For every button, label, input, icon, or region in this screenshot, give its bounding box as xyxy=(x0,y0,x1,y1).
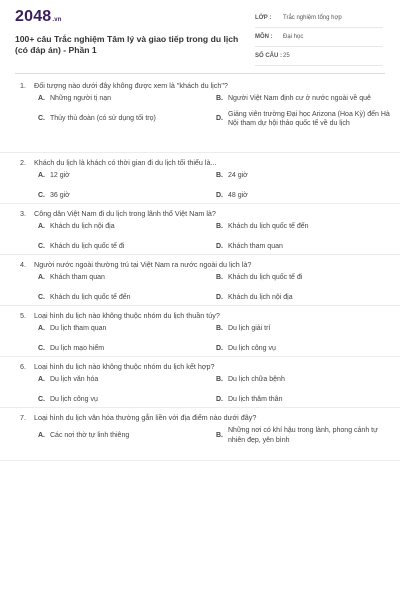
option-text: Du lịch công vụ xyxy=(228,344,276,352)
option-letter: D. xyxy=(216,191,223,199)
option-letter: C. xyxy=(38,395,45,403)
answer-option[interactable] xyxy=(216,344,390,354)
meta-label: MÔN : xyxy=(255,34,273,40)
question-number: 4. xyxy=(20,260,26,269)
option-letter: D. xyxy=(216,242,223,250)
option-letter: A. xyxy=(38,431,45,439)
answer-option[interactable] xyxy=(216,395,390,405)
answer-options xyxy=(20,372,385,408)
option-letter: C. xyxy=(38,191,45,199)
question-label: Người nước ngoài thường trú tại Việt Nam ra nước ngoài du lịch là? xyxy=(34,260,252,269)
site-logo[interactable] xyxy=(15,8,62,26)
answer-option[interactable] xyxy=(38,273,212,283)
question-text xyxy=(20,357,385,372)
answer-option[interactable] xyxy=(216,191,390,201)
question-text xyxy=(20,153,385,168)
meta-row-class xyxy=(255,14,383,28)
answer-options xyxy=(20,321,385,357)
option-text: Khách du lịch quốc tế đến xyxy=(50,293,131,301)
meta-value: 25 xyxy=(283,53,290,59)
option-text: 36 giờ xyxy=(50,191,70,199)
answer-option[interactable] xyxy=(216,242,390,252)
option-letter: A. xyxy=(38,325,45,332)
question-block xyxy=(0,76,400,153)
answer-options xyxy=(20,219,385,255)
question-text xyxy=(20,408,385,423)
answer-option[interactable] xyxy=(38,375,212,385)
answer-option[interactable] xyxy=(216,293,390,303)
option-text: Khách tham quan xyxy=(50,274,105,281)
option-text: Du lịch thăm thân xyxy=(228,395,283,403)
meta-row-count xyxy=(255,52,383,66)
question-number: 1. xyxy=(20,81,26,90)
question-label: Đối tượng nào dưới đây không được xem là "khách du lịch"? xyxy=(34,81,228,90)
question-number: 6. xyxy=(20,362,26,371)
option-letter: B. xyxy=(216,376,223,383)
logo-tld: .vn xyxy=(52,17,62,23)
page-title: 100+ câu Trắc nghiệm Tâm lý và giao tiếp trong du lịch (có đáp án) - Phần 1 xyxy=(15,34,239,55)
answer-option[interactable] xyxy=(216,110,390,129)
answer-option[interactable] xyxy=(216,222,390,232)
option-text: Giảng viên trường Đại học Arizona (Hoa Kỳ) đến Hà Nội tham dự hội thảo quốc tế về du lịch xyxy=(228,110,390,127)
option-text: Du lịch mạo hiểm xyxy=(50,344,105,352)
question-text xyxy=(20,255,385,270)
option-letter: C. xyxy=(38,115,45,123)
question-number: 7. xyxy=(20,413,26,422)
answer-options xyxy=(20,168,385,204)
answer-option[interactable] xyxy=(216,426,390,445)
option-letter: C. xyxy=(38,293,45,301)
option-letter: B. xyxy=(216,95,223,102)
quiz-meta xyxy=(255,14,383,71)
question-label: Loại hình du lịch nào không thuộc nhóm du lịch thuần túy? xyxy=(34,311,220,320)
question-block xyxy=(0,357,400,408)
answer-option[interactable] xyxy=(216,94,390,104)
question-label: Công dân Việt Nam đi du lịch trong lãnh thổ Việt Nam là? xyxy=(34,209,216,218)
option-text: Những người tị nạn xyxy=(50,95,112,102)
answer-option[interactable] xyxy=(38,242,212,252)
meta-value[interactable]: Đại học xyxy=(283,34,304,40)
option-letter: B. xyxy=(216,325,223,332)
answer-option[interactable] xyxy=(38,344,212,354)
question-block xyxy=(0,306,400,357)
option-text: Khách du lịch quốc tế đi xyxy=(50,242,125,250)
answer-option[interactable] xyxy=(216,273,390,283)
question-text xyxy=(20,306,385,321)
question-block xyxy=(0,153,400,204)
question-text xyxy=(20,76,385,91)
option-text: Thủy thủ đoàn (có sử dụng tối trọ) xyxy=(50,115,156,123)
option-text: Khách du lịch nội địa xyxy=(228,293,293,301)
answer-option[interactable] xyxy=(38,110,212,129)
answer-option[interactable] xyxy=(38,426,212,445)
question-number: 3. xyxy=(20,209,26,218)
option-text: 12 giờ xyxy=(50,172,70,179)
answer-option[interactable] xyxy=(216,324,390,334)
option-text: Người Việt Nam định cư ở nước ngoài về quê xyxy=(228,95,371,102)
question-number: 5. xyxy=(20,311,26,320)
answer-option[interactable] xyxy=(38,191,212,201)
option-text: Du lịch văn hóa xyxy=(50,376,99,383)
answer-option[interactable] xyxy=(38,171,212,181)
question-text xyxy=(20,204,385,219)
answer-option[interactable] xyxy=(216,171,390,181)
option-text: Khách du lịch quốc tế đến xyxy=(228,223,309,230)
meta-label: SỐ CÂU : xyxy=(255,53,282,59)
option-letter: B. xyxy=(216,431,223,439)
question-block xyxy=(0,255,400,306)
option-letter: D. xyxy=(216,344,223,352)
option-letter: A. xyxy=(38,172,45,179)
answer-options xyxy=(20,270,385,306)
option-letter: D. xyxy=(216,115,223,123)
option-letter: A. xyxy=(38,376,45,383)
answer-option[interactable] xyxy=(38,94,212,104)
option-letter: D. xyxy=(216,293,223,301)
option-letter: A. xyxy=(38,95,45,102)
option-text: Du lịch tham quan xyxy=(50,325,107,332)
option-letter: A. xyxy=(38,274,45,281)
logo-main: 2048 xyxy=(15,8,52,25)
option-text: Khách du lịch nội địa xyxy=(50,223,115,230)
option-letter: C. xyxy=(38,344,45,352)
header-divider xyxy=(15,73,385,74)
option-text: Khách tham quan xyxy=(228,242,283,250)
meta-value[interactable]: Trắc nghiệm tổng hợp xyxy=(283,15,342,21)
meta-label: LỚP : xyxy=(255,15,272,21)
option-letter: B. xyxy=(216,274,223,281)
question-number: 2. xyxy=(20,158,26,167)
question-block xyxy=(0,408,400,461)
option-text: Những nơi có khí hậu trong lành, phong cảnh tự nhiên đẹp, yên bình xyxy=(228,427,378,444)
question-block xyxy=(0,204,400,255)
question-label: Loại hình du lịch nào không thuộc nhóm du lịch kết hợp? xyxy=(34,362,215,371)
option-letter: A. xyxy=(38,223,45,230)
answer-options xyxy=(20,423,385,449)
option-text: Du lịch công vụ xyxy=(50,395,98,403)
option-text: Khách du lịch quốc tế đi xyxy=(228,274,303,281)
option-letter: C. xyxy=(38,242,45,250)
answer-options xyxy=(20,91,390,133)
option-text: Các nơi thờ tự linh thiêng xyxy=(50,431,130,439)
question-list xyxy=(0,76,400,461)
option-text: 24 giờ xyxy=(228,172,248,179)
answer-option[interactable] xyxy=(216,375,390,385)
meta-row-subject xyxy=(255,33,383,47)
answer-option[interactable] xyxy=(38,222,212,232)
answer-option[interactable] xyxy=(38,324,212,334)
option-text: Du lịch giải trí xyxy=(228,325,271,332)
page-header xyxy=(0,0,400,74)
answer-option[interactable] xyxy=(38,293,212,303)
option-text: Du lịch chữa bệnh xyxy=(228,376,285,383)
question-label: Loại hình du lịch văn hóa thường gắn liền với địa điểm nào dưới đây? xyxy=(34,413,257,422)
option-text: 48 giờ xyxy=(228,191,248,199)
option-letter: D. xyxy=(216,395,223,403)
answer-option[interactable] xyxy=(38,395,212,405)
option-letter: B. xyxy=(216,223,223,230)
option-letter: B. xyxy=(216,172,223,179)
question-label: Khách du lịch là khách có thời gian đi du lịch tối thiểu là... xyxy=(34,158,217,167)
